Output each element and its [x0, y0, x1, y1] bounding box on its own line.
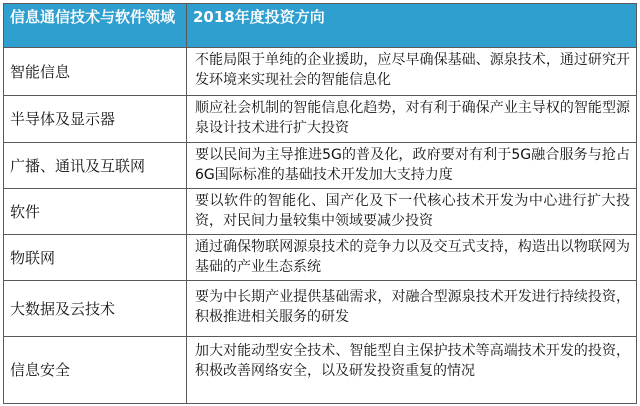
row-direction: 要以民间为主导推进5G的普及化，政府要对有利于5G融合服务与抢占6G国际标准的基础技术开发加大支持力度	[187, 143, 637, 189]
row-direction: 不能局限于单纯的企业援助，应尽早确保基础、源泉技术，通过研究开发环境来实现社会的智能信息化	[187, 48, 637, 96]
row-field: 软件	[4, 189, 187, 235]
table-row	[4, 96, 637, 143]
row-direction: 通过确保物联网源泉技术的竞争力以及交互式支持，构造出以物联网为基础的产业生态系统	[187, 235, 637, 281]
table-row	[4, 235, 637, 281]
header-field: 信息通信技术与软件领域	[4, 4, 187, 48]
table-row	[4, 189, 637, 235]
row-field: 广播、通讯及互联网	[4, 143, 187, 189]
row-field: 大数据及云技术	[4, 281, 187, 337]
row-direction: 加大对能动型安全技术、智能型自主保护技术等高端技术开发的投资，积极改善网络安全，以及研发投资重复的情况	[187, 337, 637, 404]
table-row	[4, 281, 637, 337]
investment-direction-table	[3, 3, 637, 404]
table-row	[4, 48, 637, 96]
row-field: 物联网	[4, 235, 187, 281]
row-field: 半导体及显示器	[4, 96, 187, 143]
row-field: 智能信息	[4, 48, 187, 96]
row-direction: 顺应社会机制的智能信息化趋势，对有利于确保产业主导权的智能型源泉设计技术进行扩大投资	[187, 96, 637, 143]
table-header-row	[4, 4, 637, 48]
row-field: 信息安全	[4, 337, 187, 404]
table-row	[4, 143, 637, 189]
table-row	[4, 337, 637, 404]
row-direction: 要以软件的智能化、国产化及下一代核心技术开发为中心进行扩大投资，对民间力量较集中领域要减少投资	[187, 189, 637, 235]
row-direction: 要为中长期产业提供基础需求，对融合型源泉技术开发进行持续投资，积极推进相关服务的研发	[187, 281, 637, 337]
header-direction: 2018年度投资方向	[187, 4, 637, 48]
